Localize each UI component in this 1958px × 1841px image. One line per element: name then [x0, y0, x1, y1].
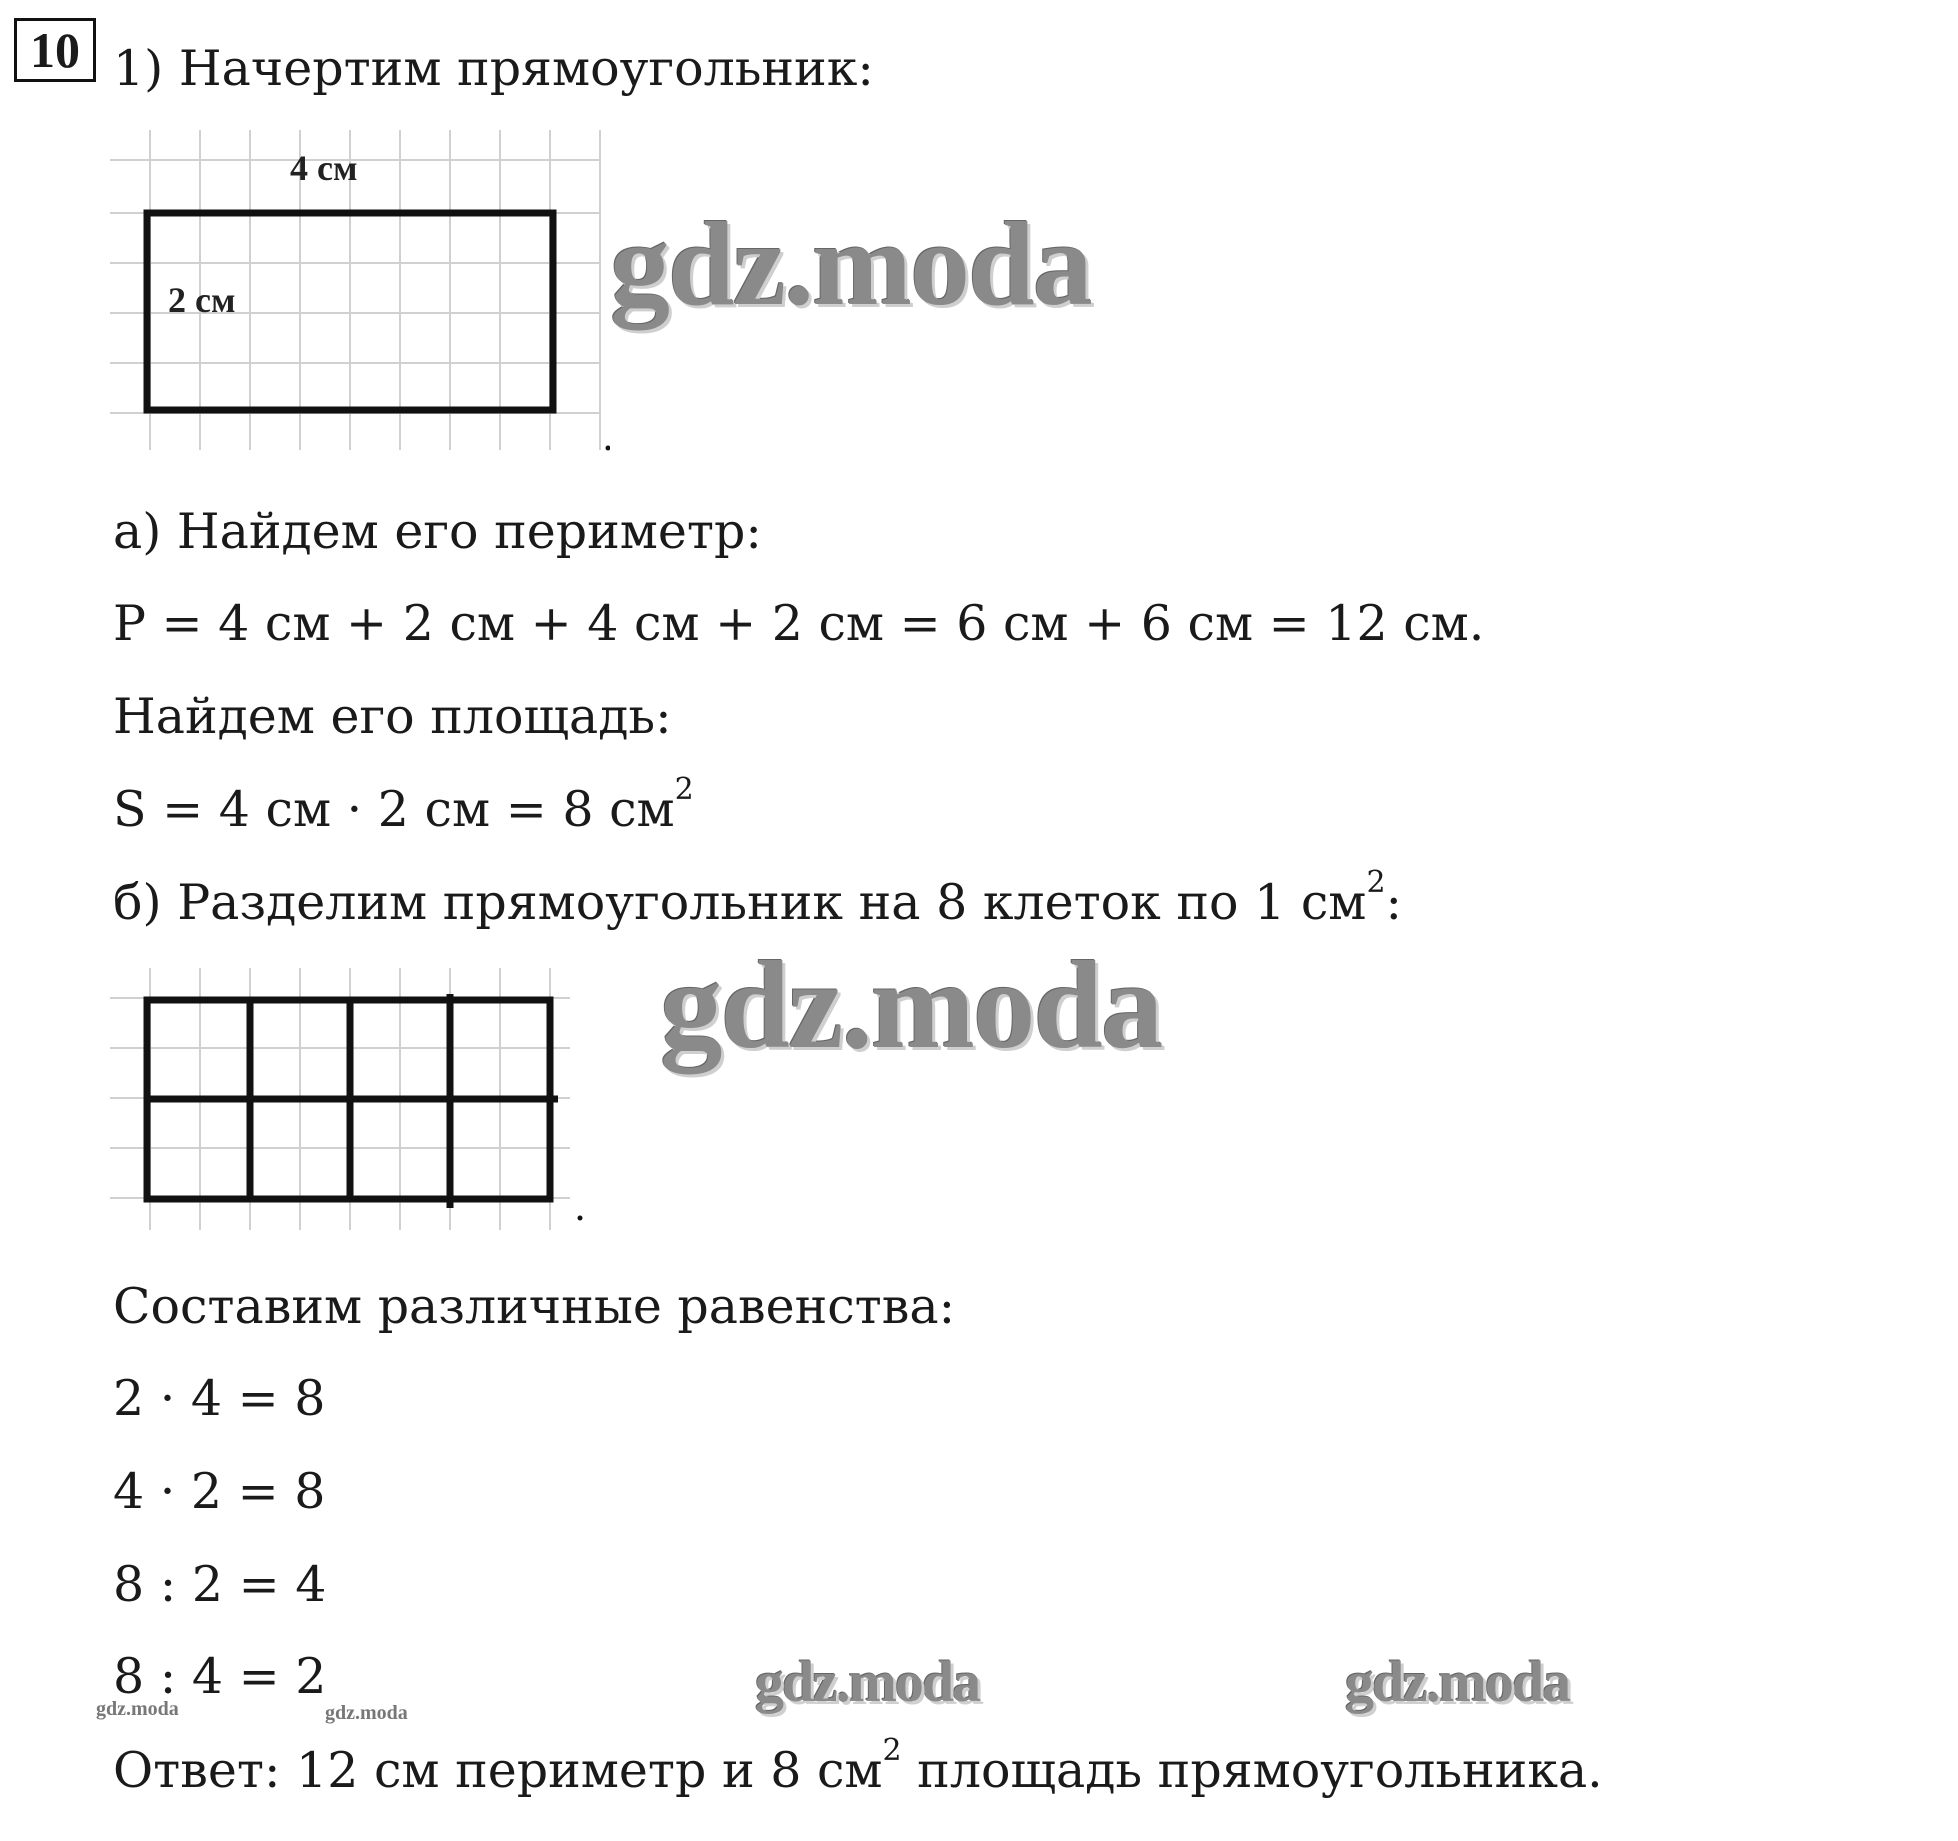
watermark-small-1: gdz.moda [96, 1698, 179, 1720]
answer-end: площадь прямоугольника. [901, 1742, 1603, 1799]
rectangle-figure-2 [110, 968, 600, 1238]
equality-1: 2 · 4 = 8 [113, 1370, 326, 1427]
area-equation [113, 772, 694, 838]
equalities-heading: Составим различные равенства: [113, 1278, 956, 1335]
equality-3: 8 : 2 = 4 [113, 1556, 327, 1613]
area-equation-exponent: 2 [674, 772, 694, 807]
height-label: 2 см [168, 280, 236, 320]
width-label: 4 см [290, 148, 358, 188]
watermark-2: gdz.moda [660, 937, 1162, 1075]
equality-2: 4 · 2 = 8 [113, 1463, 326, 1520]
part-b-colon: : [1385, 874, 1403, 931]
step-1-heading: 1) Начертим прямоугольник: [113, 40, 874, 97]
part-b-exponent: 2 [1366, 865, 1386, 900]
answer [113, 1733, 1603, 1799]
area-equation-text: S = 4 см · 2 см = 8 см [113, 781, 675, 838]
rectangle-figure-1 [110, 130, 610, 460]
area-heading: Найдем его площадь: [113, 688, 672, 745]
watermark-3: gdz.moda [755, 1649, 980, 1714]
answer-text: Ответ: 12 см периметр и 8 см [113, 1742, 883, 1799]
watermark-1: gdz.moda [610, 197, 1091, 330]
answer-exponent: 2 [882, 1733, 902, 1768]
part-b-text: б) Разделим прямоугольник на 8 клеток по 1 см [113, 874, 1367, 931]
equality-4: 8 : 4 = 2 [113, 1648, 327, 1705]
perimeter-equation: P = 4 см + 2 см + 4 см + 2 см = 6 см + 6 см = 12 см. [113, 595, 1485, 652]
watermark-4: gdz.moda [1345, 1649, 1570, 1714]
task-number: 10 [14, 18, 96, 82]
watermark-small-2: gdz.moda [325, 1702, 408, 1724]
part-a-heading: а) Найдем его периметр: [113, 503, 762, 560]
part-b-heading [113, 865, 1403, 931]
